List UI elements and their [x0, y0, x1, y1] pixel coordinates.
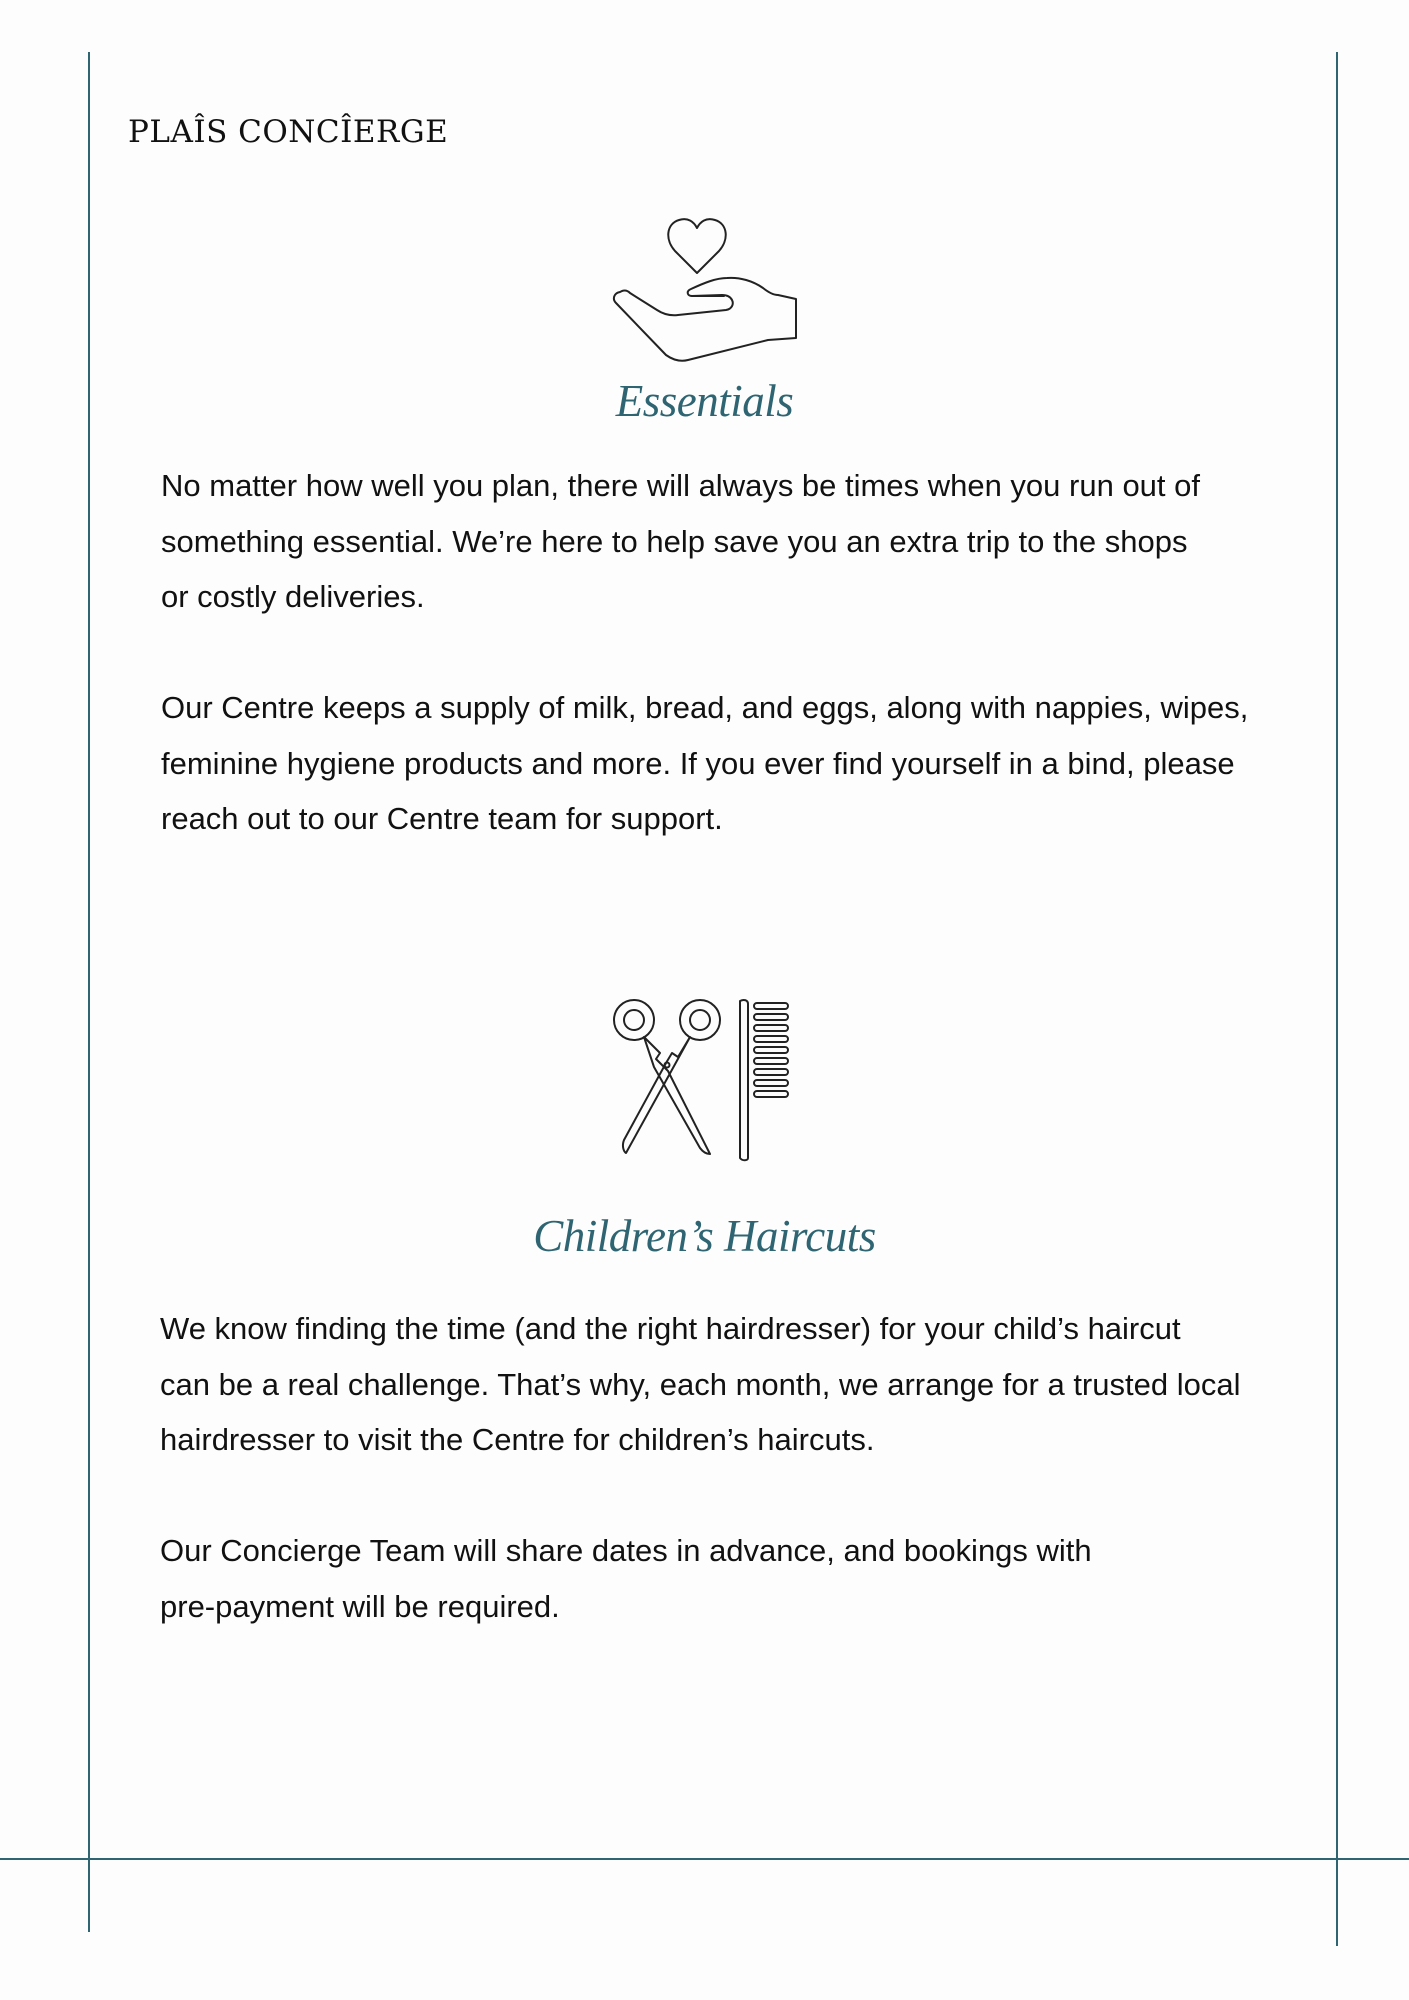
frame-left-line	[88, 52, 90, 1932]
frame-bottom-line	[0, 1858, 1409, 1860]
haircuts-paragraph-1: We know finding the time (and the right hairdresser) for your child’s haircut can be a real challenge. That’s why, each month, we arrange for a trusted local hairdresser to visit the Centre for children’s haircuts.	[160, 1311, 1241, 1457]
essentials-paragraph-2: Our Centre keeps a supply of milk, bread, and eggs, along with nappies, wipes, feminine hygiene products and more. If you ever find yourself in a bind, please reach out to our Centre team for support.	[161, 690, 1249, 836]
scissors-comb-icon	[610, 995, 800, 1165]
frame-right-line	[1336, 52, 1338, 1946]
section-title-essentials: Essentials	[615, 376, 794, 426]
hand-heart-icon	[608, 198, 802, 370]
haircuts-paragraph-2: Our Concierge Team will share dates in advance, and bookings with pre-payment will be required.	[160, 1533, 1092, 1624]
section-title-haircuts: Children’s Haircuts	[533, 1211, 876, 1261]
brand-title: PLAÎS CONCÎERGE	[128, 114, 449, 150]
essentials-paragraph-1: No matter how well you plan, there will always be times when you run out of something essential. We’re here to help save you an extra trip to the shops or costly deliveries.	[161, 468, 1200, 614]
